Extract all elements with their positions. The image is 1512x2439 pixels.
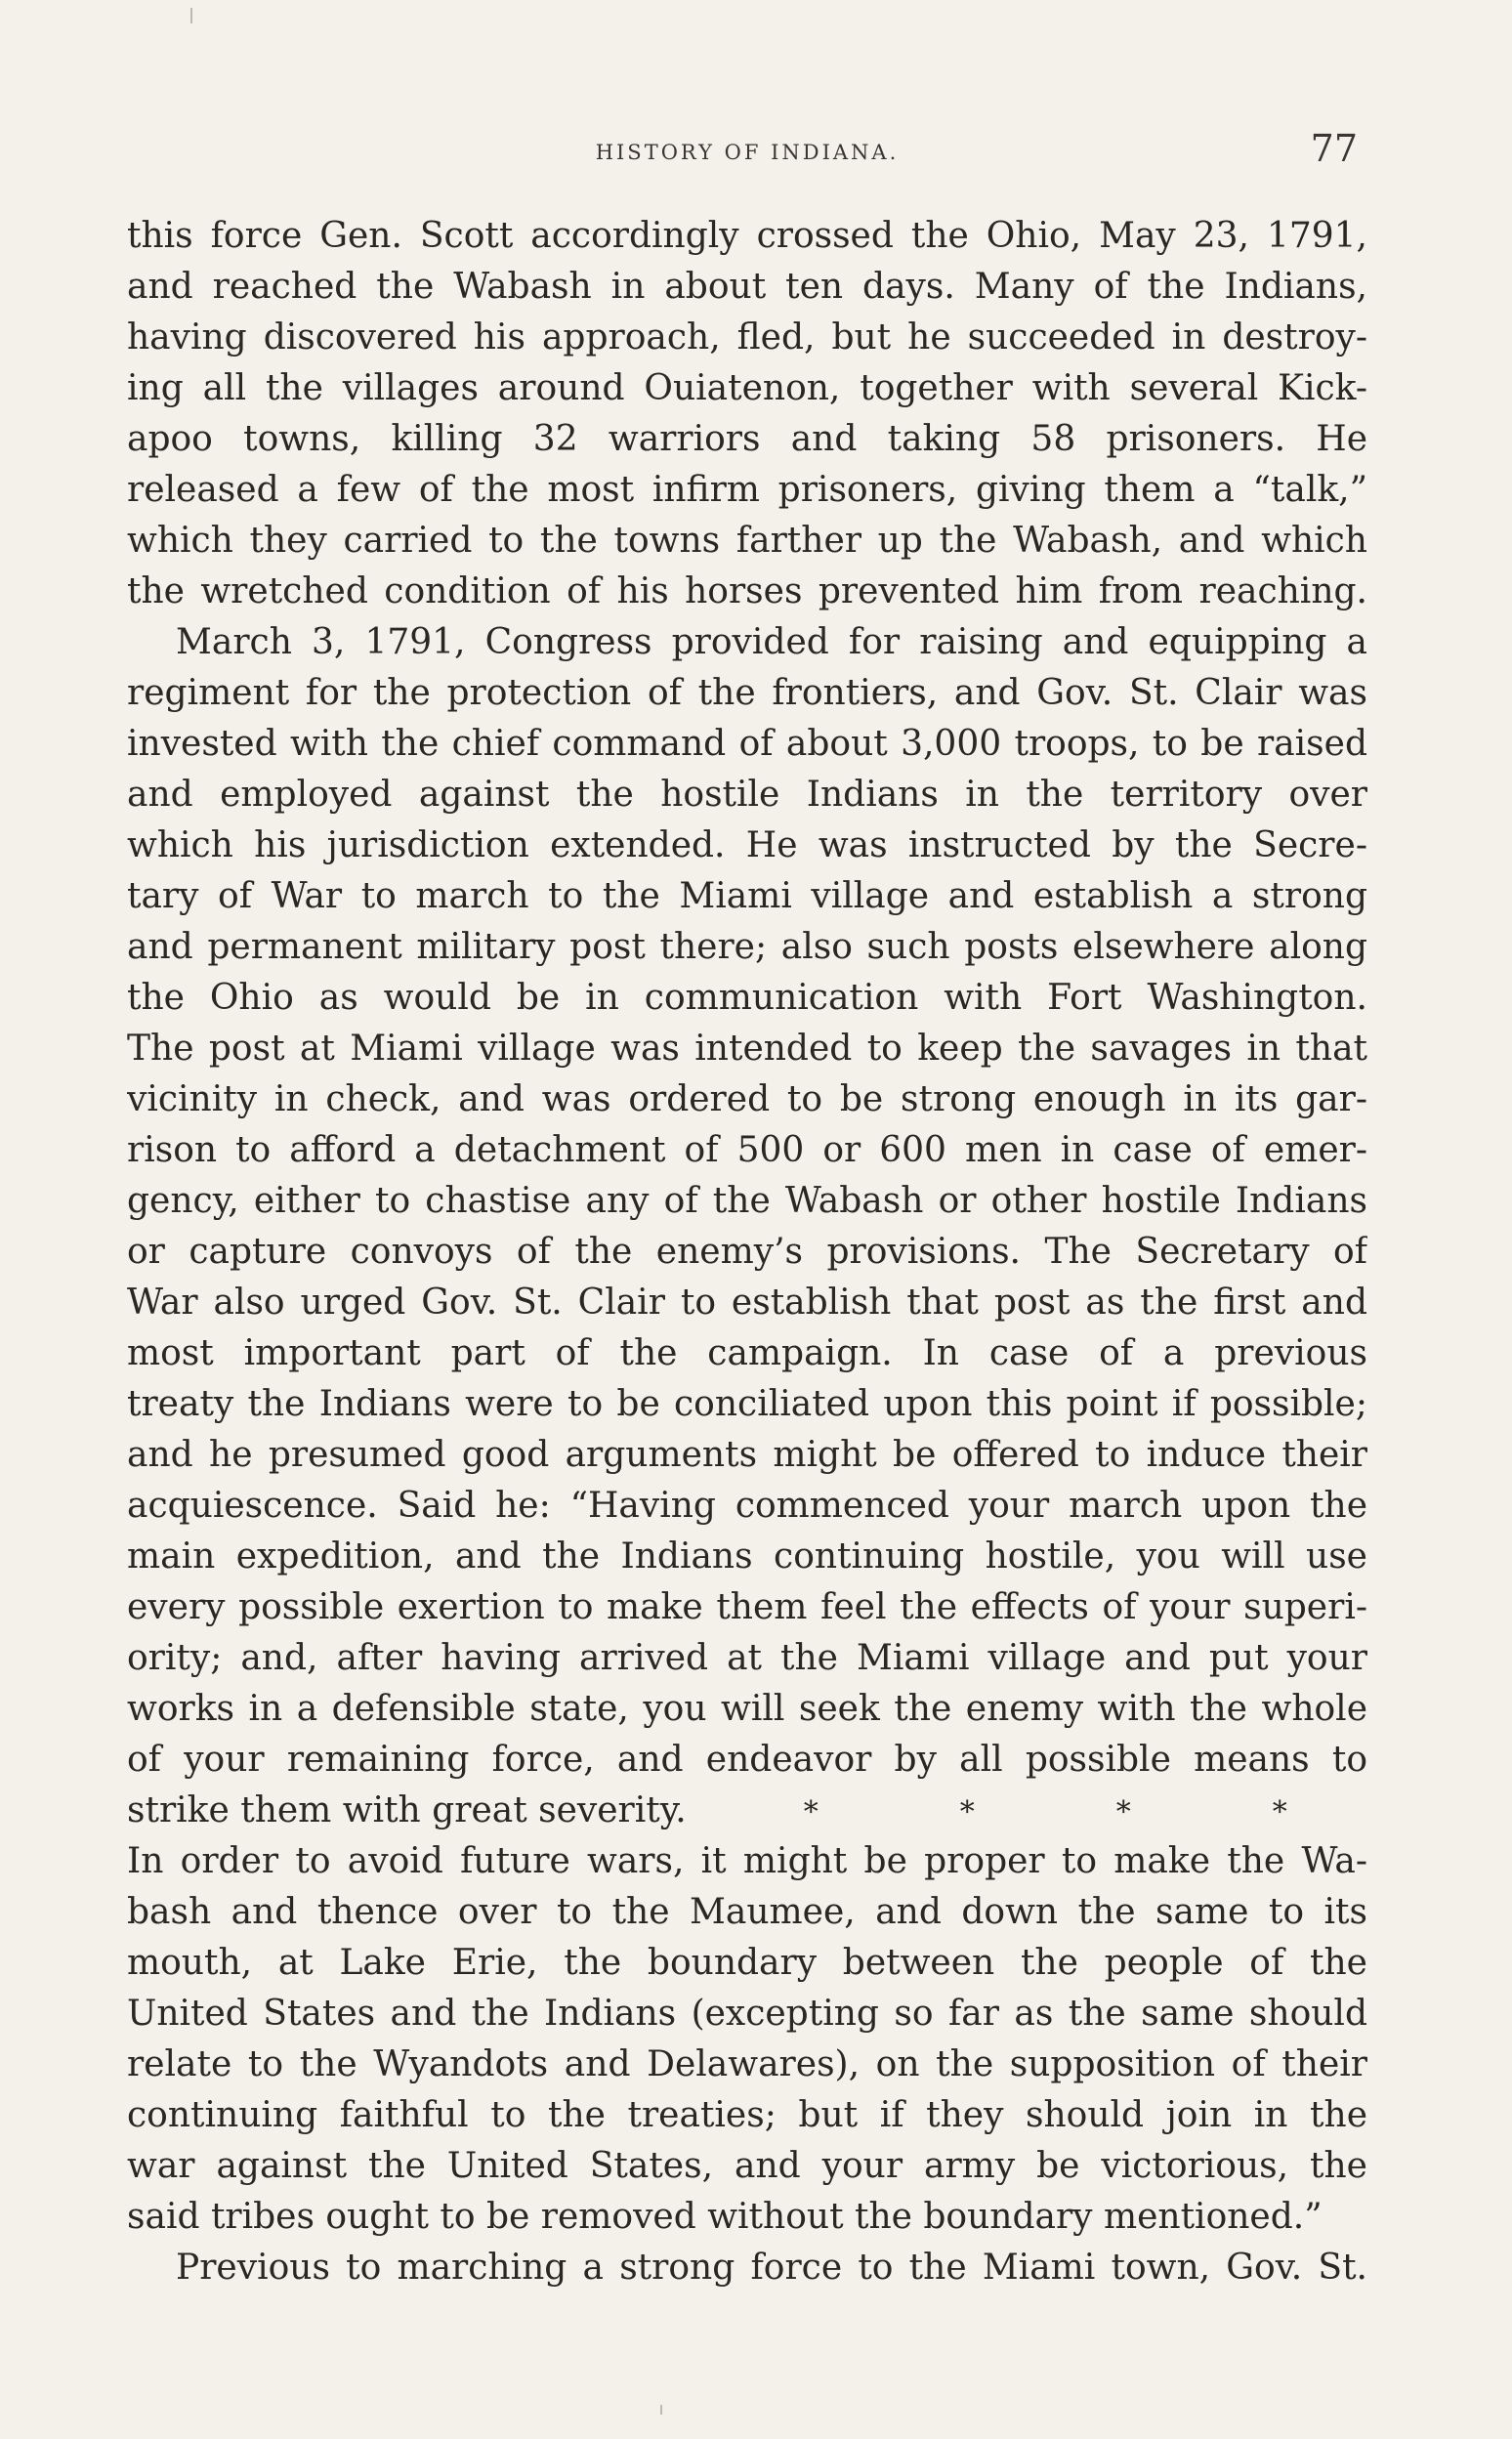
text-line: vicinity in check, and was ordered to be strong enough in its gar- — [127, 1079, 1367, 1119]
text-line: said tribes ought to be removed without the boundary mentioned.” — [127, 2197, 1323, 2237]
text-line: most important part of the campaign. In case of a previous — [127, 1333, 1367, 1373]
running-head: HISTORY OF INDIANA. — [595, 141, 900, 164]
asterisk: * — [1272, 1795, 1287, 1829]
page-number: 77 — [1310, 127, 1358, 170]
text-line: treaty the Indians were to be conciliated upon this point if possible; — [127, 1384, 1367, 1424]
text-line: the wretched condition of his horses prevented him from reaching. — [127, 571, 1367, 611]
text-line: this force Gen. Scott accordingly crossed the Ohio, May 23, 1791, — [127, 216, 1367, 256]
text-line: every possible exertion to make them feel the effects of your superi- — [127, 1587, 1367, 1627]
top-edge-mark — [190, 8, 192, 23]
text-line: tary of War to march to the Miami village and establish a strong — [127, 876, 1367, 916]
text-line: or capture convoys of the enemy’s provisions. The Secretary of — [127, 1232, 1367, 1272]
text-line: War also urged Gov. St. Clair to establish that post as the first and — [127, 1283, 1367, 1323]
text-line: war against the United States, and your army be victorious, the — [127, 2146, 1367, 2186]
text-line: gency, either to chastise any of the Wabash or other hostile Indians — [127, 1181, 1367, 1221]
text-line: of your remaining force, and endeavor by all possible means to — [127, 1740, 1367, 1780]
text-line: and reached the Wabash in about ten days. Many of the Indians, — [127, 267, 1367, 307]
text-line: regiment for the protection of the frontiers, and Gov. St. Clair was — [127, 673, 1367, 713]
text-line: ority; and, after having arrived at the Miami village and put your — [127, 1638, 1367, 1678]
text-line: continuing faithful to the treaties; but if they should join in the — [127, 2095, 1367, 2135]
text-line: relate to the Wyandots and Delawares), on the supposition of their — [127, 2044, 1367, 2084]
text-line: ing all the villages around Ouiatenon, together with several Kick- — [127, 368, 1367, 408]
text-line: apoo towns, killing 32 warriors and taking 58 prisoners. He — [127, 419, 1367, 459]
text-line: works in a defensible state, you will seek the enemy with the whole — [127, 1689, 1367, 1729]
text-line: which they carried to the towns farther up the Wabash, and which — [127, 521, 1367, 561]
text-line: released a few of the most infirm prisoners, giving them a “talk,” — [127, 470, 1367, 510]
text-line: having discovered his approach, fled, but he succeeded in destroy- — [127, 317, 1367, 357]
text-line: and employed against the hostile Indians in the territory over — [127, 775, 1367, 815]
text-line: bash and thence over to the Maumee, and down the same to its — [127, 1892, 1367, 1932]
text-line: The post at Miami village was intended to keep the savages in that — [127, 1029, 1367, 1069]
text-line: In order to avoid future wars, it might be proper to make the Wa- — [127, 1841, 1367, 1881]
asterisk-separator — [804, 1786, 1287, 1836]
text-segment: strike them with great severity. — [127, 1790, 687, 1830]
text-line: United States and the Indians (excepting so far as the same should — [127, 1994, 1367, 2034]
asterisk-line — [127, 1786, 1367, 1836]
paragraph-start-line: Previous to marching a strong force to the Miami town, Gov. St. — [176, 2248, 1367, 2288]
text-line: acquiescence. Said he: “Having commenced your march upon the — [127, 1486, 1367, 1526]
asterisk: * — [1115, 1795, 1131, 1829]
text-line: invested with the chief command of about 3,000 troops, to be raised — [127, 724, 1367, 764]
text-line: and permanent military post there; also such posts elsewhere along — [127, 927, 1367, 967]
text-line: mouth, at Lake Erie, the boundary between the people of the — [127, 1943, 1367, 1983]
body-text — [127, 211, 1367, 2293]
text-line: and he presumed good arguments might be offered to induce their — [127, 1435, 1367, 1475]
text-line: the Ohio as would be in communication with Fort Washington. — [127, 978, 1367, 1018]
bottom-edge-mark — [660, 2405, 662, 2415]
asterisk: * — [803, 1795, 819, 1829]
page-header — [127, 127, 1367, 176]
text-line: which his jurisdiction extended. He was instructed by the Secre- — [127, 825, 1367, 865]
paragraph-start-line: March 3, 1791, Congress provided for raising and equipping a — [176, 622, 1367, 662]
asterisk: * — [959, 1795, 975, 1829]
text-line: main expedition, and the Indians continuing hostile, you will use — [127, 1536, 1367, 1577]
text-line: rison to afford a detachment of 500 or 600 men in case of emer- — [127, 1130, 1367, 1170]
